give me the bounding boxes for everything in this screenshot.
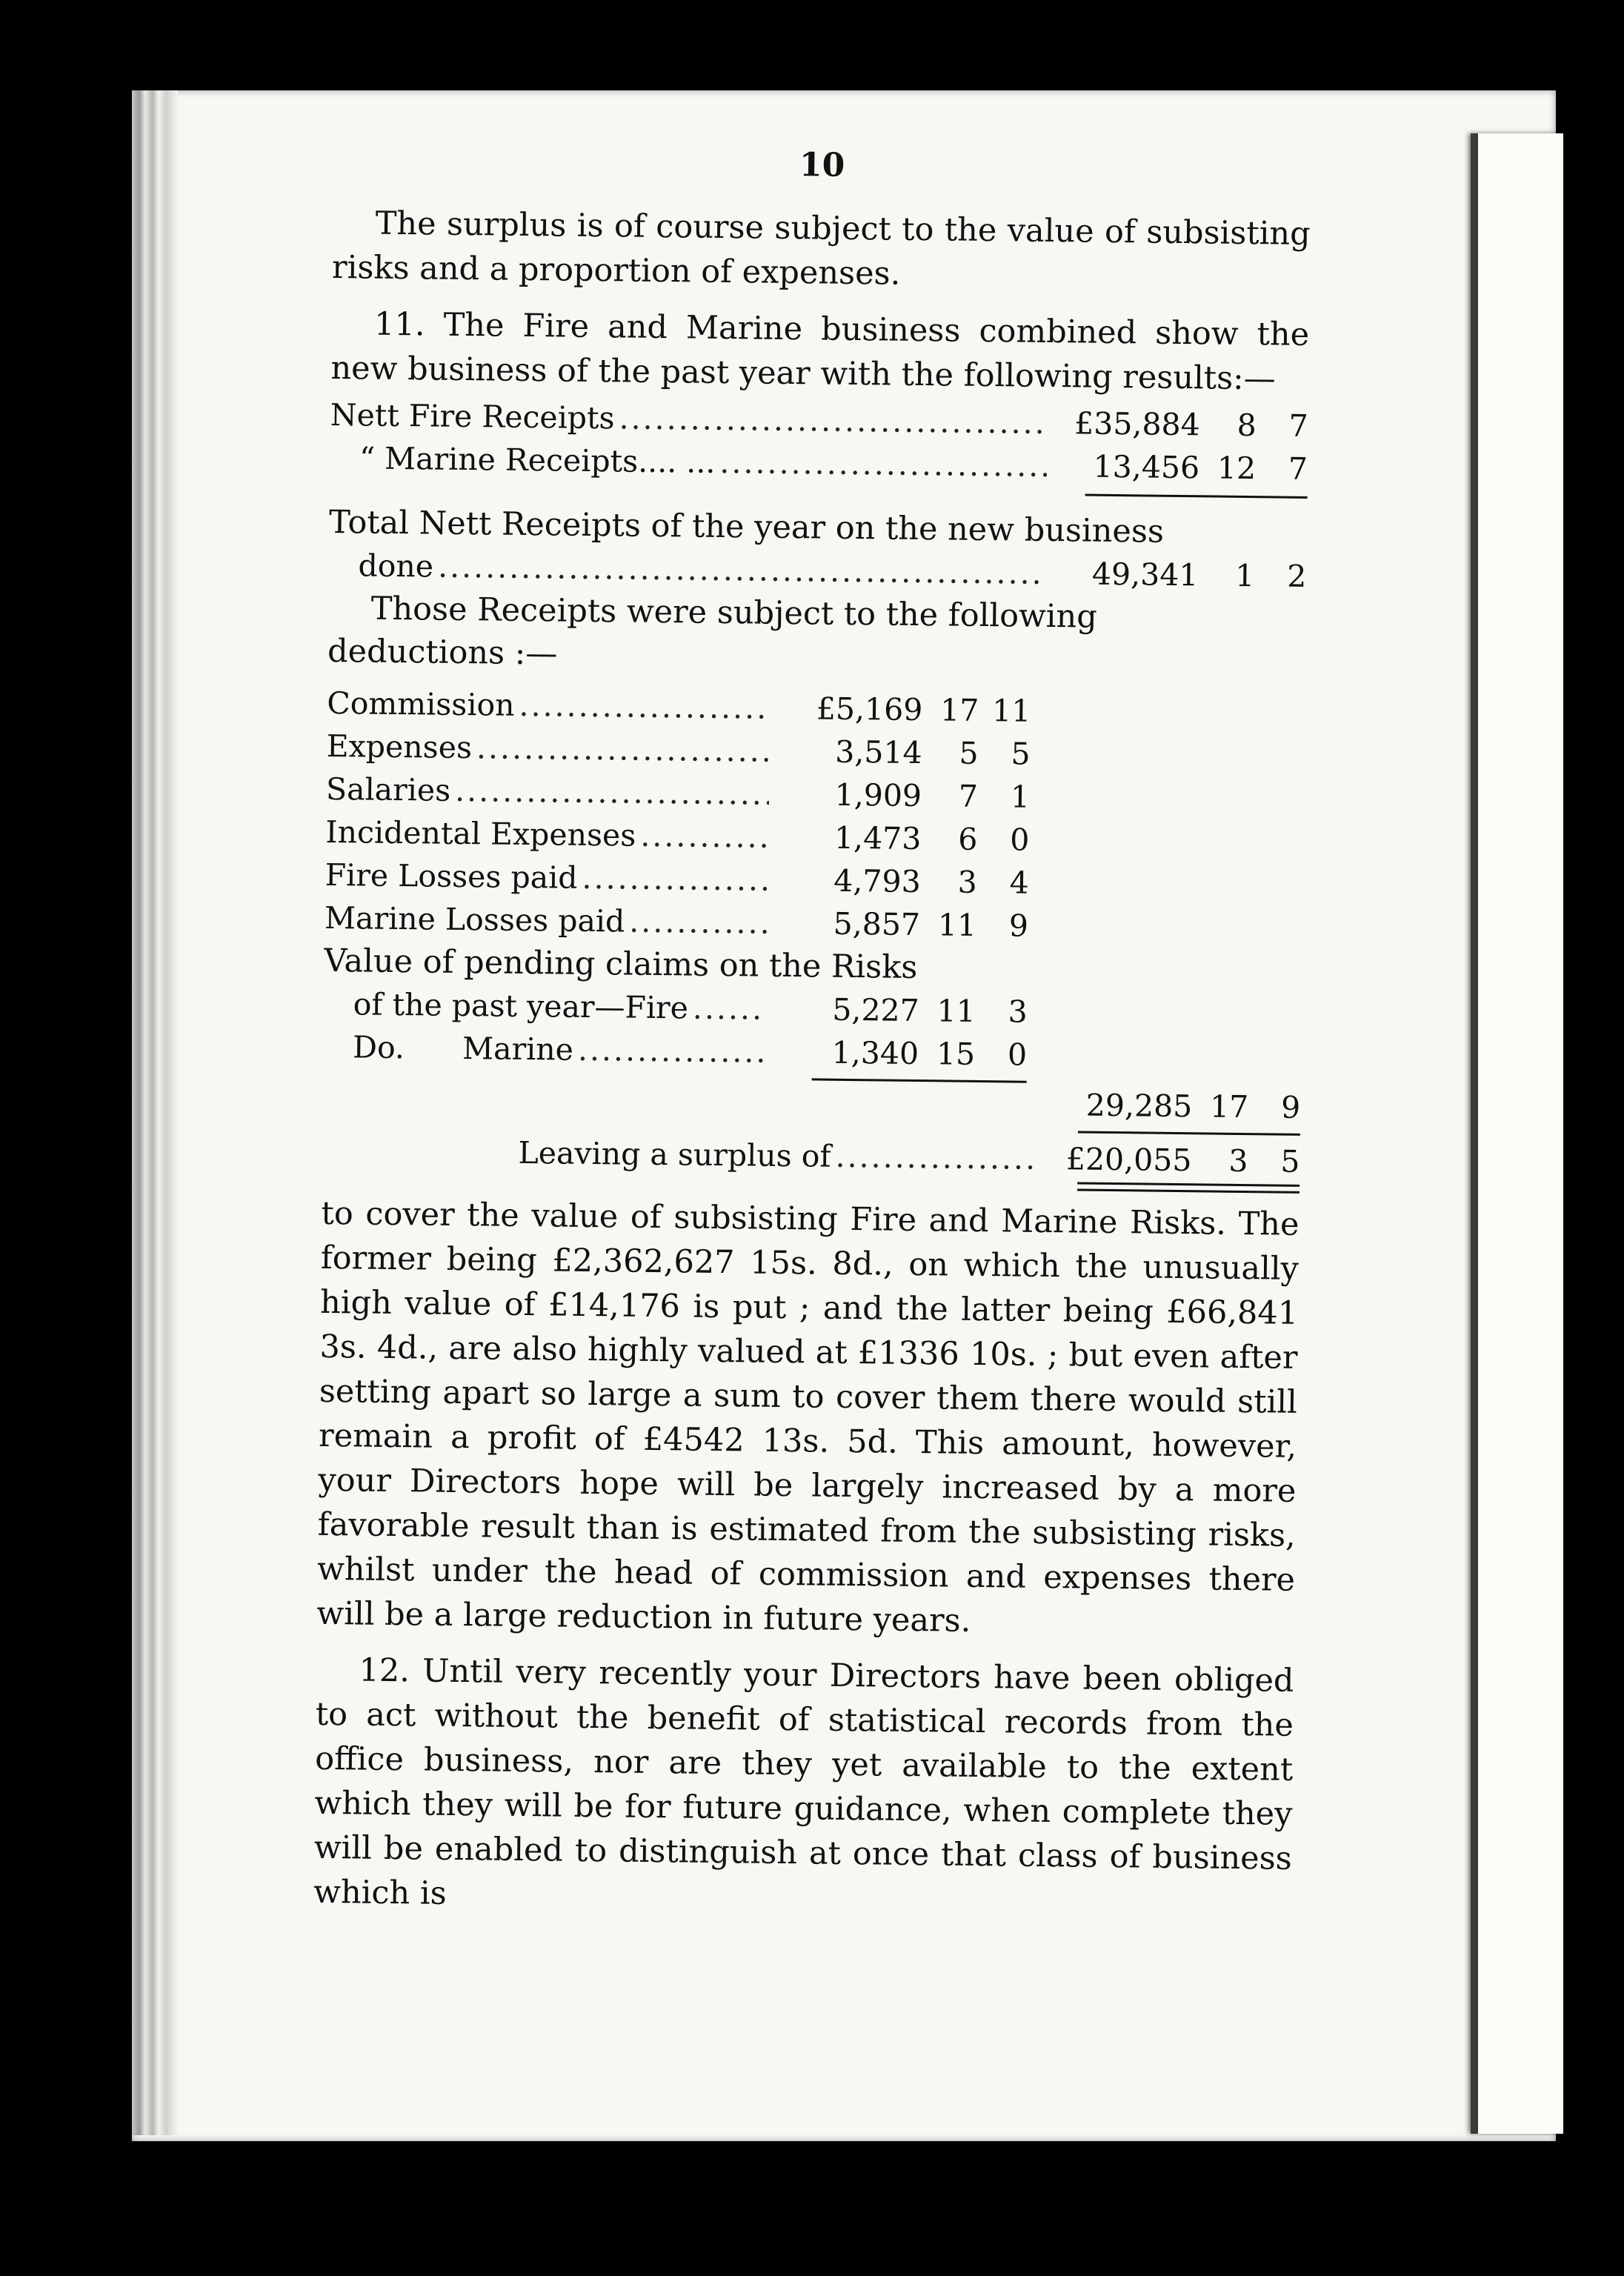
amount-shillings: 6 <box>957 821 978 857</box>
amount-pence: 4 <box>1009 865 1029 901</box>
leader-dots <box>629 900 768 945</box>
amount-shillings: 1 <box>1235 557 1255 594</box>
leader-dots <box>582 856 768 902</box>
row-label: of the past year—Fire <box>353 986 689 1026</box>
row-amount <box>1050 552 1307 598</box>
amount-pounds: 1,340 <box>831 1034 919 1072</box>
amount-pence: 11 <box>991 693 1031 729</box>
amount-shillings: 11 <box>937 907 977 943</box>
amount-pounds: 1,473 <box>833 819 922 857</box>
amount-pence: 9 <box>1280 1089 1301 1125</box>
leader-dots <box>693 987 767 1031</box>
leader-dots <box>719 441 1047 488</box>
row-amount <box>773 816 1030 862</box>
row-label: Expenses <box>326 728 473 766</box>
leader-dots <box>438 545 1046 595</box>
row-amount <box>1051 402 1308 447</box>
row-label: Nett Fire Receipts <box>330 396 615 436</box>
amount-pence: 3 <box>1008 994 1028 1030</box>
amount-pounds: £35,884 <box>1074 405 1200 443</box>
amount-shillings: 12 <box>1217 450 1257 487</box>
amount-pounds: £20,055 <box>1065 1141 1192 1179</box>
amount-shillings: 3 <box>957 864 977 900</box>
receipts-table <box>322 393 1308 1194</box>
deductions-intro-line2: deductions :— <box>327 632 558 673</box>
row-amount <box>771 1031 1028 1077</box>
row-amount <box>1051 445 1308 490</box>
row-label: Salaries <box>325 771 451 808</box>
adjacent-page-edge <box>1471 133 1563 2134</box>
amount-pounds: 49,341 <box>1091 556 1199 593</box>
row-label: Fire Losses paid <box>325 856 578 896</box>
row-label: Incidental Expenses <box>325 813 636 854</box>
row-label: Leaving a surplus of <box>518 1134 831 1174</box>
amount-shillings: 5 <box>959 735 979 771</box>
amount-shillings: 15 <box>936 1036 976 1072</box>
leader-dots <box>578 1028 767 1074</box>
amount-pence: 7 <box>1288 407 1308 444</box>
row-label: done <box>358 548 434 585</box>
amount-pence: 2 <box>1287 558 1307 594</box>
amount-pence: 1 <box>1010 779 1031 815</box>
row-amount <box>772 859 1029 905</box>
amount-pounds: 3,514 <box>835 733 922 771</box>
amount-shillings: 11 <box>936 993 976 1029</box>
row-label: Marine Losses paid <box>324 899 625 939</box>
row-amount <box>773 773 1031 819</box>
pending-row-fire <box>323 982 1028 1034</box>
row-label: Do. Marine <box>352 1029 574 1068</box>
document-page <box>313 141 1311 2004</box>
leader-dots <box>640 814 769 859</box>
row-amount <box>1044 1083 1301 1129</box>
deduction-row <box>327 682 1031 733</box>
page-number: 10 <box>799 146 845 184</box>
leader-dots <box>455 769 770 816</box>
amount-pence: 0 <box>1007 1036 1028 1073</box>
pending-row-marine <box>323 1025 1028 1077</box>
paragraph-cover-risks: to cover the value of subsisting Fire and Marine Risks. The former being £2,362,627 15s. 8d., on which the unusually high value of £14,176 is put ; and the latter being £66,841 3s. 4d., are also highly valued at £1336 10s. ; but even after setting apart so large a sum to cover them there would still remain a profit of £4542 13s. 5d. This amount, however, your Directors hope will be largely increased by a more favorable result than is estimated from the subsisting risks, whilst under the head of commission and expenses there will be a large reduction in future years. <box>316 1194 1299 1640</box>
amount-pence: 5 <box>1011 736 1031 772</box>
leader-dots <box>619 396 1048 445</box>
amount-pounds: 4,793 <box>833 862 921 900</box>
row-label: Commission <box>327 685 515 723</box>
leader-dots <box>835 1135 1039 1180</box>
paragraph-12: 12. Until very recently your Directors have been obliged to act without the benefit of statistical records from the office business, nor are they yet available to the extent which they will be for future guidance, when complete they will be enabled to distinguish at once that class of business which is <box>313 1651 1294 1912</box>
amount-pounds: 29,285 <box>1085 1087 1193 1125</box>
book-binding-edge <box>132 90 178 2135</box>
amount-pounds: 1,909 <box>834 776 922 814</box>
amount-shillings: 8 <box>1237 407 1257 444</box>
row-amount <box>773 730 1031 776</box>
total-sum-rule <box>1078 1131 1300 1135</box>
amount-shillings: 17 <box>939 692 979 728</box>
amount-pounds: £5,169 <box>816 691 923 728</box>
amount-shillings: 7 <box>958 778 979 814</box>
deduction-row <box>325 896 1029 948</box>
row-amount <box>771 988 1028 1034</box>
paragraph-surplus: The surplus is of course subject to the value of subsisting risks and a proportion of expenses. <box>331 204 1311 293</box>
deduction-row <box>325 811 1030 862</box>
receipts-sum-rule <box>1085 494 1308 499</box>
leader-dots <box>519 684 770 730</box>
paragraph-11-intro: 11. The Fire and Marine business combined show the new business of the past year with the following results:— <box>330 305 1310 398</box>
row-amount <box>1043 1137 1300 1183</box>
amount-pounds: 5,857 <box>833 905 921 943</box>
amount-pounds: 5,227 <box>832 991 920 1029</box>
deductions-total-row <box>322 1075 1301 1129</box>
deduction-row <box>326 768 1031 819</box>
amount-pence: 5 <box>1280 1143 1300 1179</box>
amount-shillings: 3 <box>1228 1142 1248 1179</box>
total-label-line1: Total Nett Receipts of the year on the new business <box>328 503 1165 550</box>
amount-pence: 7 <box>1288 450 1308 487</box>
deduction-row <box>326 725 1031 776</box>
surplus-double-rule <box>1077 1182 1299 1193</box>
row-label: “ Marine Receipts.... ... <box>359 440 716 480</box>
amount-pence: 9 <box>1008 908 1029 944</box>
amount-shillings: 17 <box>1209 1088 1249 1125</box>
amount-pence: 0 <box>1009 822 1030 858</box>
deductions-table <box>323 682 1031 1083</box>
row-amount <box>774 687 1031 733</box>
deduction-row <box>325 854 1029 905</box>
leader-dots <box>476 726 770 772</box>
amount-pounds: 13,456 <box>1093 448 1200 486</box>
row-amount <box>772 902 1029 948</box>
deductions-intro-line1: Those Receipts were subject to the following <box>370 590 1098 636</box>
pending-claims-label: Value of pending claims on the Risks <box>324 942 918 987</box>
